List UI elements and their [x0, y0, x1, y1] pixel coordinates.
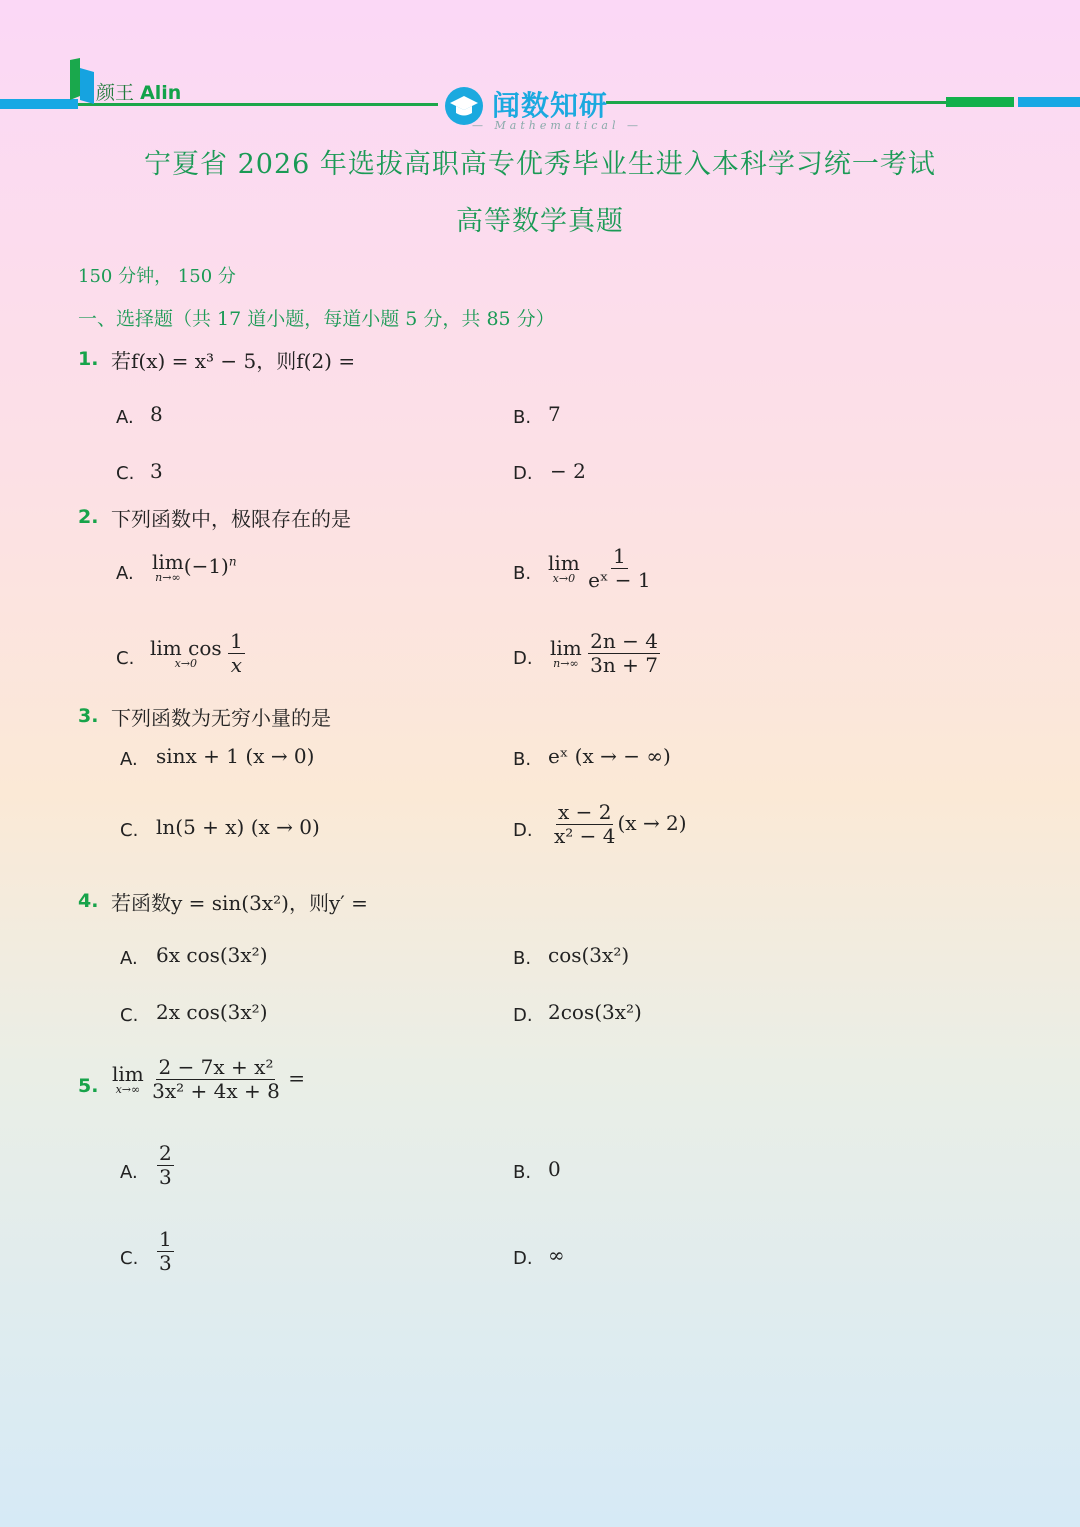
q2-option-c: lim cos x→0 $\frac{1}{x}$: [150, 629, 243, 677]
q2-option-b: lim x→0 $\frac{1}{\text{eˣ − 1}}$: [548, 544, 651, 592]
q1-option-c: 3: [150, 459, 163, 483]
q5-option-d-label: D.: [513, 1248, 533, 1269]
exam-meta: 150 分钟， 150 分: [78, 266, 236, 287]
q2-option-b-label: B.: [513, 563, 532, 584]
question-4-stem: 若函数y = sin(3x²)，则y′ =: [111, 891, 368, 915]
q3-option-d-label: D.: [513, 820, 533, 841]
question-2-stem: 下列函数中，极限存在的是: [111, 507, 351, 531]
logo-name: 闻数知研: [492, 89, 609, 122]
page-subtitle: 高等数学真题: [456, 206, 624, 237]
q4-option-b-label: B.: [513, 948, 532, 969]
q1-option-b-label: B.: [513, 407, 532, 428]
q2-option-c-label: C.: [116, 648, 135, 669]
header-left-bar: [0, 99, 78, 109]
q4-option-a-label: A.: [120, 948, 138, 969]
q1-option-d: − 2: [550, 459, 586, 483]
q3-option-c: ln(5 + x) (x → 0): [156, 815, 320, 839]
question-1-number: 1.: [78, 348, 99, 370]
q5-option-c: $\frac{1}{3}$: [159, 1227, 172, 1275]
q1-option-a: 8: [150, 402, 163, 426]
q4-option-c: 2x cos(3x²): [156, 1000, 268, 1024]
q3-option-c-label: C.: [120, 820, 139, 841]
question-3-number: 3.: [78, 705, 99, 727]
q2-option-d-label: D.: [513, 648, 533, 669]
q3-option-b-label: B.: [513, 749, 532, 770]
header-right-green-bar: [946, 97, 1014, 107]
q3-option-d: $\frac{x - 2}{\text{x² − 4}}$ (x → 2): [554, 800, 687, 848]
logo-subtitle: — Mathematical —: [472, 119, 642, 132]
section-heading: 一、选择题（共 17 道小题，每道小题 5 分，共 85 分）: [78, 308, 555, 330]
question-2-number: 2.: [78, 506, 99, 528]
q1-option-b: 7: [548, 402, 561, 426]
header-rule-right: [606, 101, 946, 104]
q5-option-a-label: A.: [120, 1162, 138, 1183]
q1-option-d-label: D.: [513, 463, 533, 484]
q5-option-d: ∞: [548, 1243, 565, 1267]
q3-option-a-label: A.: [120, 749, 138, 770]
question-4-number: 4.: [78, 890, 99, 912]
question-3-stem: 下列函数为无穷小量的是: [111, 706, 331, 730]
q4-option-b: cos(3x²): [548, 943, 630, 967]
q4-option-a: 6x cos(3x²): [156, 943, 268, 967]
question-5-number: 5.: [78, 1075, 99, 1097]
q5-option-b-label: B.: [513, 1162, 532, 1183]
q5-option-a: $\frac{2}{3}$: [159, 1141, 172, 1189]
brand-logo-icon: [70, 58, 96, 104]
page-title: 宁夏省 2026 年选拔高职高专优秀毕业生进入本科学习统一考试: [144, 149, 936, 180]
q2-option-a-label: A.: [116, 563, 134, 584]
q5-option-c-label: C.: [120, 1248, 139, 1269]
question-1-stem: 若f(x) = x³ − 5，则f(2) =: [111, 349, 356, 373]
q4-option-d: 2cos(3x²): [548, 1000, 642, 1024]
q4-option-c-label: C.: [120, 1005, 139, 1026]
header-right-blue-bar: [1018, 97, 1080, 107]
question-5-stem: lim x→∞ $\frac{\text{2 − 7x + x²}}{\text{3x² + 4x + 8}}$ =: [112, 1055, 305, 1103]
q4-option-d-label: D.: [513, 1005, 533, 1026]
q2-option-d: lim n→∞ $\frac{2n - 4}{3n + 7}$: [550, 629, 658, 677]
q5-option-b: 0: [548, 1157, 561, 1181]
q2-option-a: lim n→∞ $(-1)^n$: [152, 550, 237, 584]
q1-option-c-label: C.: [116, 463, 135, 484]
q1-option-a-label: A.: [116, 407, 134, 428]
brand-name: 颜王 Alin: [96, 82, 182, 104]
q3-option-b: eˣ (x → − ∞): [548, 744, 671, 768]
q3-option-a: sinx + 1 (x → 0): [156, 744, 315, 768]
